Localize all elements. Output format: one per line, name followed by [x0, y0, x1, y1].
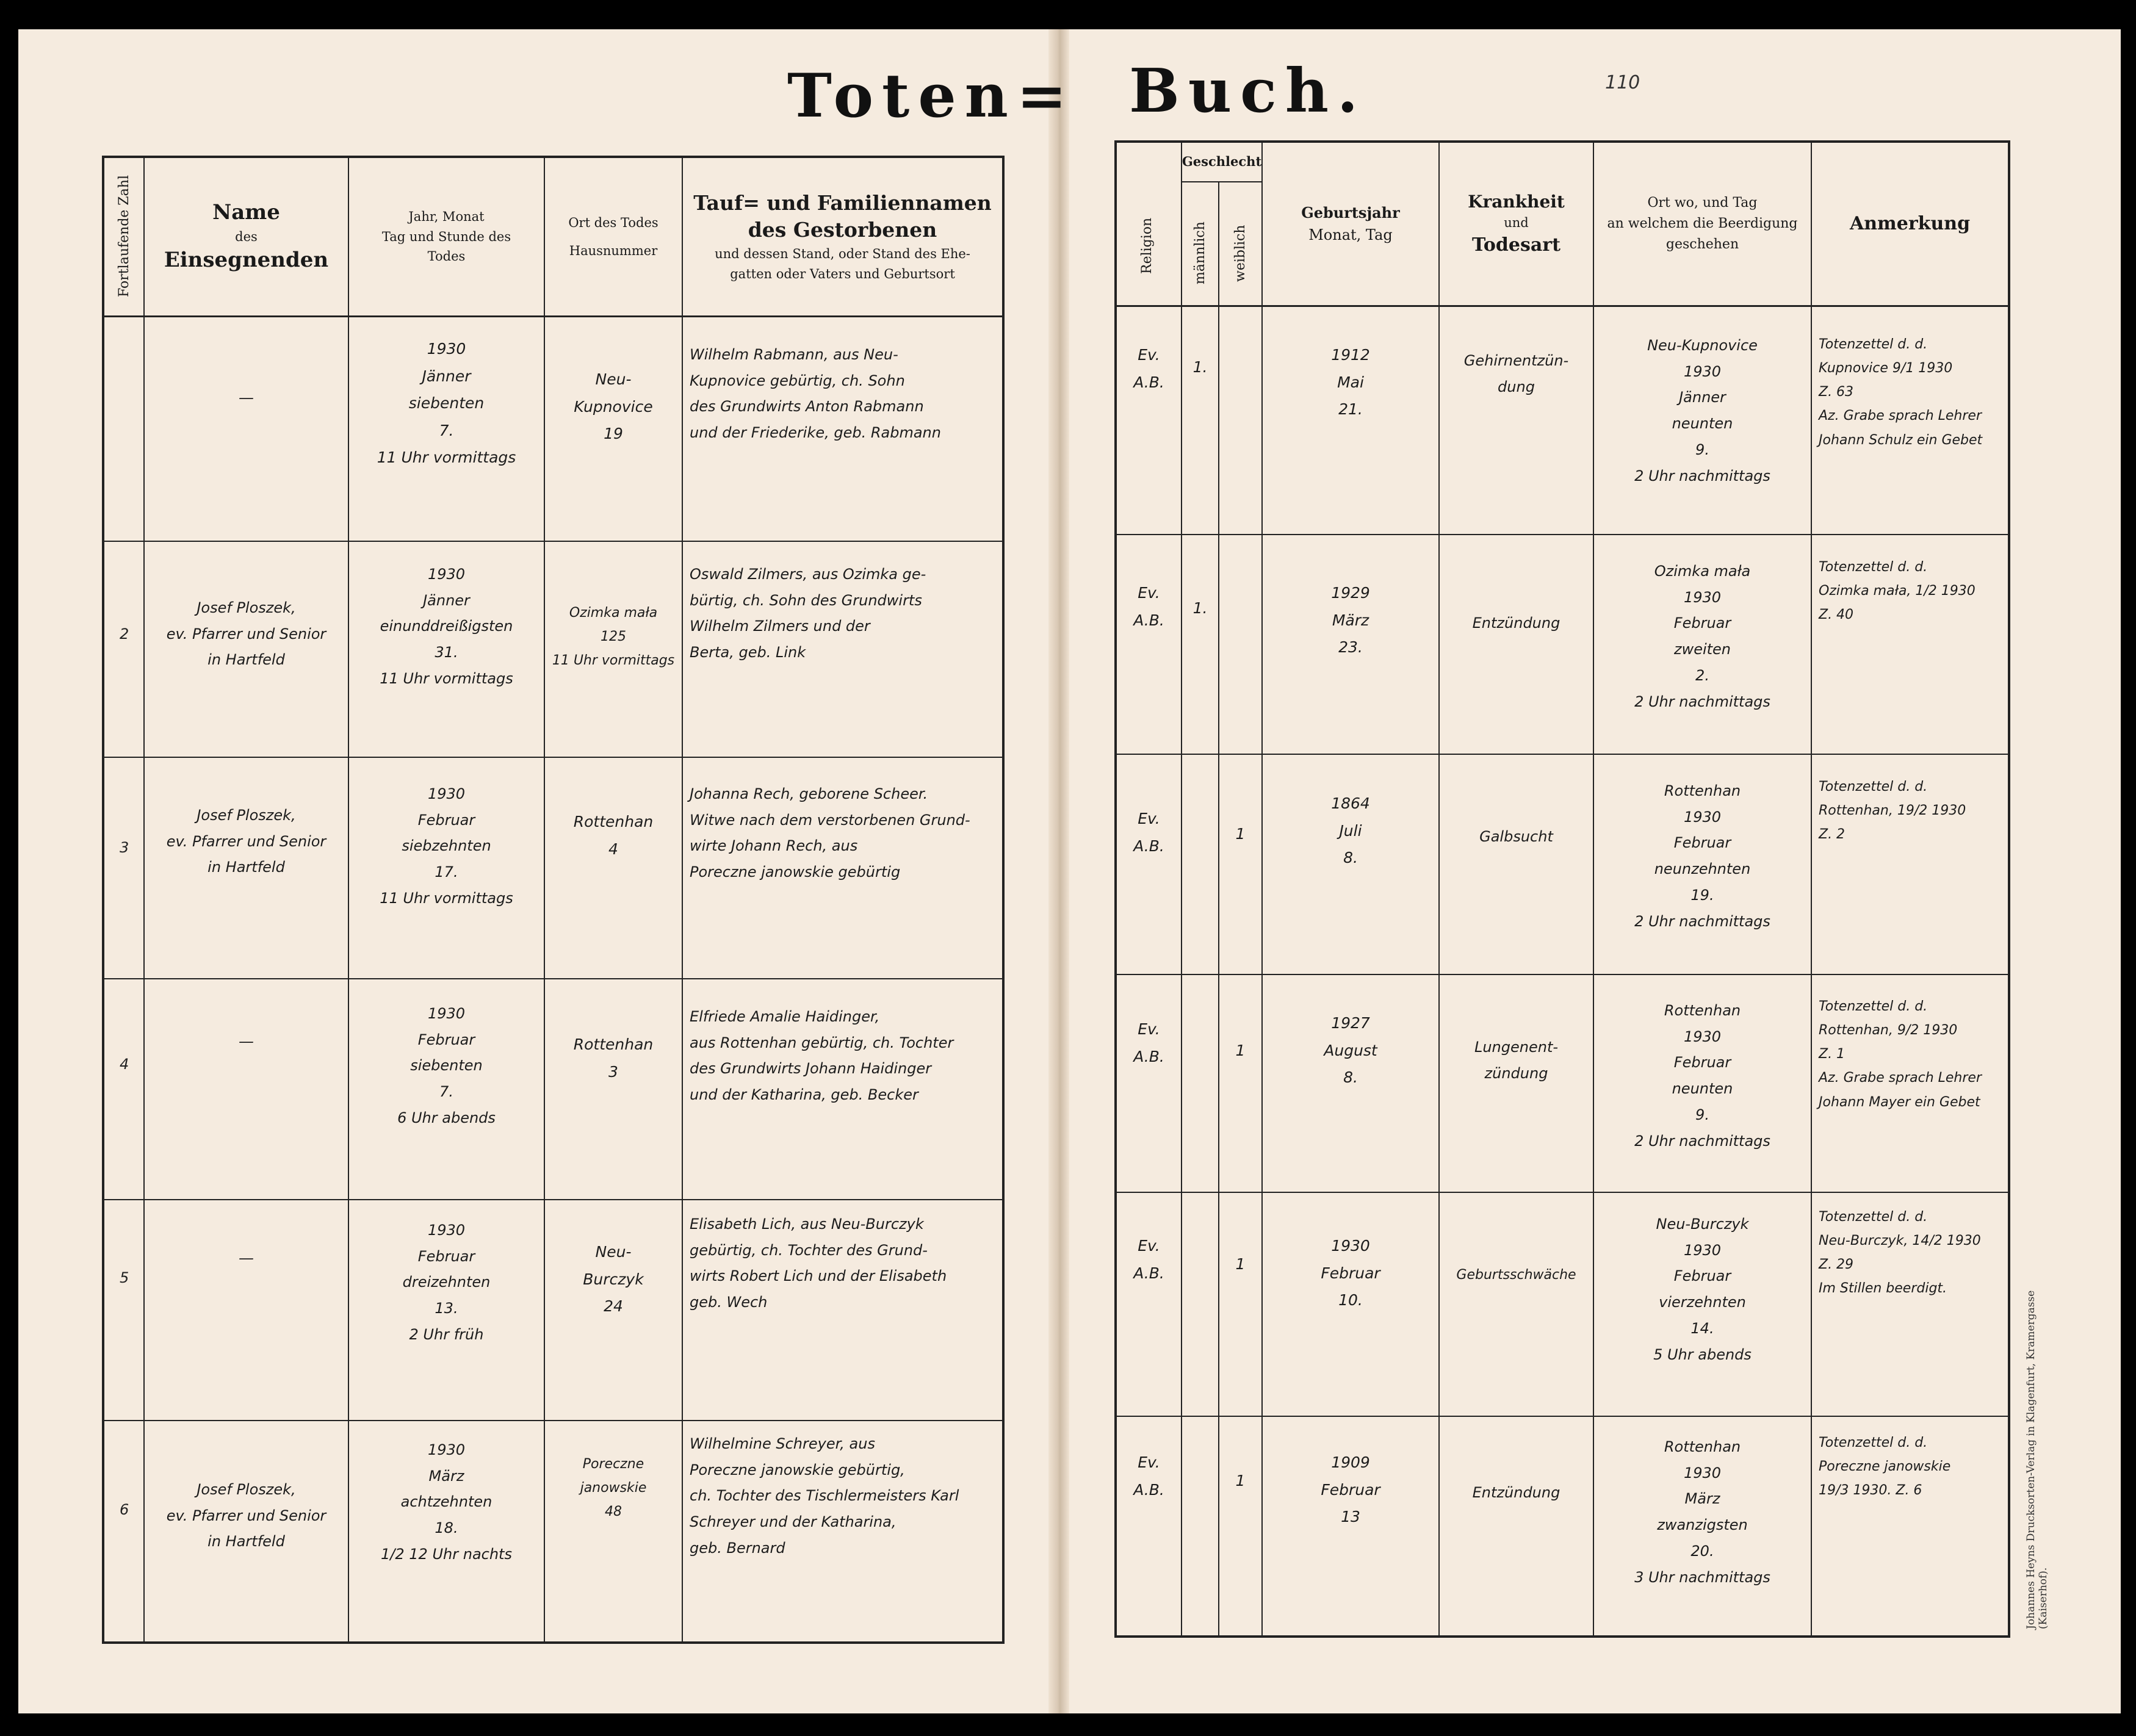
header-krankheit-line1: Krankheit: [1468, 191, 1565, 212]
entry-religion: Ev. A.B.: [1133, 1453, 1164, 1499]
col-border: [1811, 140, 1812, 1638]
header-bottom-border: [102, 315, 1003, 317]
header-tauf-line1: Tauf= und Familiennamen: [693, 190, 992, 215]
entry-geburt: 1912 Mai 21.: [1331, 346, 1370, 418]
header-religion: Religion: [1139, 217, 1155, 274]
entry-name: Wilhelmine Schreyer, aus Poreczne janowskie gebürtig, ch. Tochter des Tischlermeisters Karl Schreyer und der Katharina, geb. Bernard: [690, 1435, 959, 1557]
entry-einsegnender: Josef Ploszek, ev. Pfarrer und Senior in Hartfeld: [166, 807, 327, 876]
table-bottom-border: [1114, 1635, 2009, 1638]
entry-krankheit: Entzündung: [1472, 614, 1561, 632]
header-anmerkung: [1812, 143, 2008, 305]
entry-beerdigung: Rottenhan 1930 März zwanzigsten 20. 3 Uhr nachmittags: [1634, 1438, 1770, 1586]
header-beerdigung: [1594, 143, 1811, 305]
col-border: [2008, 140, 2010, 1638]
header-geschlecht-text: Geschlecht: [1182, 154, 1262, 170]
entry-todesdatum: 1930 März achtzehnten 18. 1/2 12 Uhr nachts: [381, 1441, 512, 1563]
entry-name: Elfriede Amalie Haidinger, aus Rottenhan gebürtig, ch. Tochter des Grundwirts Johann Haidinger und der Katharina, geb. Becker: [690, 1008, 954, 1104]
entry-geburt: 1864 Juli 8.: [1331, 794, 1370, 866]
entry-number: 2: [120, 625, 129, 643]
entry-name: Wilhelm Rabmann, aus Neu- Kupnovice gebürtig, ch. Sohn des Grundwirts Anton Rabmann und der Friederike, geb. Rabmann: [690, 346, 941, 442]
row-divider: [102, 1199, 1003, 1200]
header-beerdigung-text: Ort wo, und Tag an welchem die Beerdigung geschehen: [1607, 195, 1798, 253]
row-divider: [1114, 974, 2009, 975]
entry-todesdatum: 1930 Februar siebenten 7. 6 Uhr abends: [397, 1005, 496, 1126]
col-border: [143, 156, 145, 1644]
header-ort-text: Ort des Todes Hausnummer: [568, 215, 658, 258]
entry-geburt: 1929 März 23.: [1331, 584, 1370, 656]
header-ort: [545, 158, 682, 315]
col-border: [1002, 156, 1005, 1644]
entry-beerdigung: Neu-Kupnovice 1930 Jänner neunten 9. 2 Uhr nachmittags: [1634, 337, 1770, 484]
entry-krankheit: Galbsucht: [1479, 828, 1553, 845]
entry-ort: Neu- Burczyk 24: [583, 1243, 644, 1315]
header-bottom-border: [1114, 305, 2009, 307]
entry-weiblich: 1: [1235, 1255, 1246, 1273]
entry-krankheit: Geburtsschwäche: [1456, 1267, 1576, 1283]
entry-maennlich: 1.: [1192, 358, 1208, 376]
row-divider: [102, 757, 1003, 758]
entry-todesdatum: 1930 Jänner siebenten 7. 11 Uhr vormittags: [377, 340, 516, 466]
header-krankheit-line2: und: [1504, 215, 1529, 231]
header-krankheit-line3: Todesart: [1472, 234, 1561, 256]
entry-religion: Ev. A.B.: [1133, 346, 1164, 391]
header-geburtsjahr-line1: Geburtsjahr: [1301, 203, 1400, 222]
entry-weiblich: 1: [1235, 1472, 1246, 1489]
header-name-line2: des: [235, 229, 258, 244]
title-right: Buch.: [1129, 56, 1367, 126]
table-bottom-border: [102, 1641, 1003, 1644]
header-name-line3: Einsegnenden: [164, 248, 329, 273]
entry-weiblich: 1: [1235, 825, 1246, 843]
entry-religion: Ev. A.B.: [1133, 1020, 1164, 1065]
entry-anmerkung: Totenzettel d. d. Poreczne janowskie 19/3 1930. Z. 6: [1819, 1435, 1951, 1499]
entry-krankheit: Entzündung: [1472, 1484, 1561, 1501]
col-border: [102, 156, 104, 1644]
entry-ort: Ozimka mała 125 11 Uhr vormittags: [552, 605, 675, 669]
entry-beerdigung: Rottenhan 1930 Februar neunten 9. 2 Uhr nachmittags: [1634, 1002, 1770, 1150]
entry-anmerkung: Totenzettel d. d. Ozimka mała, 1/2 1930 Z. 40: [1819, 560, 1975, 623]
row-divider: [102, 978, 1003, 979]
entry-number: 5: [120, 1269, 129, 1286]
entry-religion: Ev. A.B.: [1133, 810, 1164, 855]
header-tauf-line2: des Gestorbenen: [748, 218, 937, 242]
entry-einsegnender: —: [239, 1249, 254, 1267]
entry-krankheit: Lungenent- zündung: [1474, 1039, 1559, 1082]
header-tauf-line3: und dessen Stand, oder Stand des Ehe- gatten oder Vaters und Geburtsort: [715, 247, 970, 281]
entry-einsegnender: Josef Ploszek, ev. Pfarrer und Senior in Hartfeld: [166, 1481, 327, 1551]
header-geburtsjahr-line2: Monat, Tag: [1308, 226, 1393, 243]
entry-number: 3: [120, 839, 129, 856]
row-divider: [1114, 1192, 2009, 1193]
header-name-line1: Name: [212, 200, 280, 225]
entry-todesdatum: 1930 Jänner einunddreißigsten 31. 11 Uhr vormittags: [380, 566, 513, 687]
entry-name: Johanna Rech, geborene Scheer. Witwe nach dem verstorbenen Grund- wirte Johann Rech, aus Poreczne janowskie gebürtig: [690, 785, 970, 881]
entry-ort: Neu- Kupnovice 19: [574, 370, 653, 442]
header-weiblich: weiblich: [1233, 225, 1248, 282]
header-todesdatum-text: Jahr, Monat Tag und Stunde des Todes: [381, 209, 511, 264]
entry-einsegnender: Josef Ploszek, ev. Pfarrer und Senior in Hartfeld: [166, 599, 327, 669]
row-divider: [1114, 534, 2009, 535]
row-divider: [102, 541, 1003, 542]
entry-beerdigung: Neu-Burczyk 1930 Februar vierzehnten 14. 5 Uhr abends: [1653, 1216, 1752, 1363]
entry-beerdigung: Ozimka mała 1930 Februar zweiten 2. 2 Uhr nachmittags: [1634, 563, 1770, 710]
entry-geburt: 1930 Februar 10.: [1321, 1237, 1380, 1309]
header-fortlaufende-zahl: Fortlaufende Zahl: [117, 175, 132, 298]
entry-ort: Rottenhan 3: [573, 1035, 654, 1081]
row-divider: [1114, 1416, 2009, 1417]
entry-anmerkung: Totenzettel d. d. Kupnovice 9/1 1930 Z. 63 Az. Grabe sprach Lehrer Johann Schulz ein Gebet: [1819, 337, 1983, 448]
entry-todesdatum: 1930 Februar dreizehnten 13. 2 Uhr früh: [402, 1222, 491, 1343]
printer-imprint: Johannes Heyns Drucksorten-Verlag in Klagenfurt, Kramergasse (Kaiserhof).: [2025, 1290, 2049, 1629]
header-krankheit: [1440, 143, 1593, 305]
entry-anmerkung: Totenzettel d. d. Neu-Burczyk, 14/2 1930 Z. 29 Im Stillen beerdigt.: [1819, 1209, 1981, 1297]
geschlecht-divider: [1181, 181, 1261, 182]
entry-religion: Ev. A.B.: [1133, 584, 1164, 629]
header-geburtsjahr: [1263, 143, 1438, 305]
entry-ort: Rottenhan 4: [573, 813, 654, 858]
header-geschlecht: [1182, 143, 1261, 181]
page-number: 110: [1605, 72, 1640, 93]
entry-name: Oswald Zilmers, aus Ozimka ge- bürtig, ch. Sohn des Grundwirts Wilhelm Zilmers und der Berta, geb. Link: [690, 566, 926, 661]
col-border: [1218, 181, 1219, 1638]
entry-einsegnender: —: [239, 1032, 254, 1050]
header-anmerkung-text: Anmerkung: [1849, 212, 1971, 234]
entry-number: 4: [120, 1056, 129, 1073]
entry-anmerkung: Totenzettel d. d. Rottenhan, 9/2 1930 Z. 1 Az. Grabe sprach Lehrer Johann Mayer ein Gebet: [1819, 999, 1982, 1110]
entry-einsegnender: —: [239, 389, 254, 406]
entry-ort: Poreczne janowskie 48: [580, 1457, 647, 1520]
title-left: Toten=: [787, 61, 1076, 131]
entry-krankheit: Gehirnentzün- dung: [1463, 352, 1569, 395]
entry-maennlich: 1.: [1192, 599, 1208, 617]
entry-religion: Ev. A.B.: [1133, 1237, 1164, 1282]
entry-anmerkung: Totenzettel d. d. Rottenhan, 19/2 1930 Z. 2: [1819, 779, 1966, 843]
entry-todesdatum: 1930 Februar siebzehnten 17. 11 Uhr vormittags: [380, 785, 513, 907]
entry-geburt: 1909 Februar 13: [1321, 1453, 1380, 1525]
header-name: [145, 158, 348, 315]
entry-geburt: 1927 August 8.: [1324, 1014, 1377, 1086]
row-divider: [1114, 754, 2009, 755]
entry-number: 6: [120, 1501, 129, 1518]
col-border: [682, 156, 683, 1644]
row-divider: [102, 1420, 1003, 1421]
header-todesdatum: [349, 158, 544, 315]
entry-weiblich: 1: [1235, 1042, 1246, 1059]
entry-beerdigung: Rottenhan 1930 Februar neunzehnten 19. 2 Uhr nachmittags: [1634, 782, 1770, 930]
entry-name: Elisabeth Lich, aus Neu-Burczyk gebürtig, ch. Tochter des Grund- wirts Robert Lich und der Elisabeth geb. Wech: [690, 1216, 947, 1311]
book-gutter: [1048, 29, 1069, 1713]
header-tauf-familienname: [683, 158, 1002, 315]
header-maennlich: männlich: [1192, 222, 1208, 285]
